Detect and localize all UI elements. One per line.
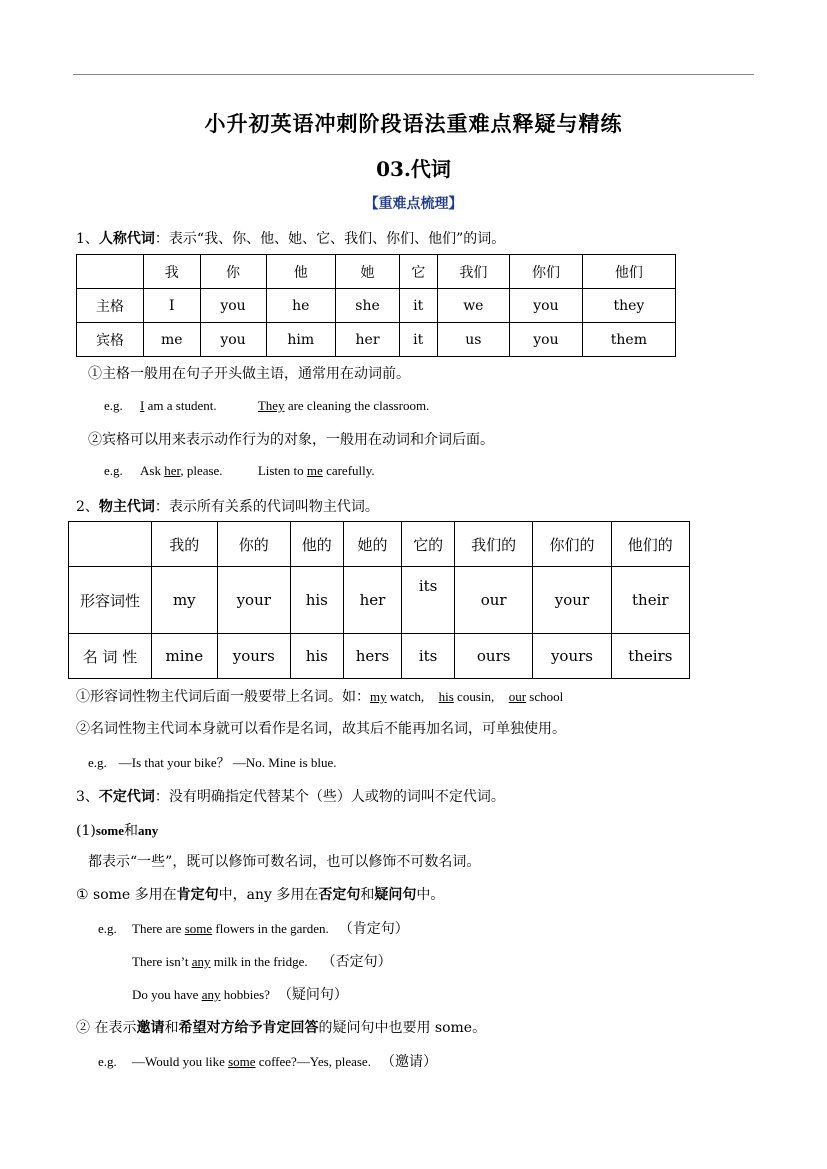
table-cell: 它的 — [402, 522, 455, 567]
table-cell: I — [144, 289, 201, 323]
s2-note1: ①形容词性物主代词后面一般要带上名词。如：my watch, his cousin, our school — [76, 689, 564, 705]
table-cell — [77, 255, 144, 289]
table-cell: his — [290, 634, 343, 679]
s3-p1-example2: There isn’t any milk in the fridge. （否定句） — [132, 954, 392, 970]
table-cell: 她的 — [343, 522, 402, 567]
s3-p1-example3: Do you have any hobbies? （疑问句） — [132, 987, 348, 1003]
table-cell: we — [437, 289, 510, 323]
header-rule — [73, 74, 754, 75]
table-cell: me — [144, 323, 201, 357]
s2-example: e.g. —Is that your bike？ —No. Mine is blue. — [88, 755, 337, 770]
table-cell: 主格 — [77, 289, 144, 323]
s3-point2: ② 在表示邀请和希望对方给予肯定回答的疑问句中也要用 some。 — [76, 1020, 487, 1036]
table-cell: your — [533, 567, 611, 634]
table-cell: you — [510, 289, 583, 323]
table-cell: her — [336, 323, 400, 357]
table-cell: 我的 — [152, 522, 218, 567]
table-cell: 她 — [336, 255, 400, 289]
table-cell: my — [152, 567, 218, 634]
s2-heading: 2、物主代词：表示所有关系的代词叫物主代词。 — [76, 499, 379, 515]
table-cell: them — [582, 323, 675, 357]
table-cell: their — [611, 567, 689, 634]
table-cell — [69, 522, 152, 567]
s2-note2: ②名词性物主代词本身就可以看作是名词，故其后不能再加名词，可单独使用。 — [76, 721, 566, 737]
s3-p1-example1: e.g. There are some flowers in the garden. （肯定句） — [98, 921, 409, 937]
s1-example1: e.g. I am a student. They are cleaning the classroom. — [104, 398, 430, 413]
table-cell: her — [343, 567, 402, 634]
table-cell: theirs — [611, 634, 689, 679]
table-cell: 名 词 性 — [69, 634, 152, 679]
table-cell: you — [200, 289, 266, 323]
table-cell: it — [399, 323, 437, 357]
table-cell: 他 — [266, 255, 336, 289]
s3-heading: 3、不定代词：没有明确指定代替某个（些）人或物的词叫不定代词。 — [76, 789, 505, 805]
table-cell: 我 — [144, 255, 201, 289]
table-cell: yours — [533, 634, 611, 679]
table-cell: 形容词性 — [69, 567, 152, 634]
s1-note2: ②宾格可以用来表示动作行为的对象，一般用在动词和介词后面。 — [88, 432, 494, 448]
table-cell: his — [290, 567, 343, 634]
page-title: 小升初英语冲刺阶段语法重难点释疑与精练 — [204, 111, 623, 136]
table-cell: yours — [217, 634, 290, 679]
table-row — [77, 289, 676, 323]
table-cell: she — [336, 289, 400, 323]
section-heading: 【重难点梳理】 — [364, 196, 463, 212]
table-cell: 他的 — [290, 522, 343, 567]
s3-subheading: (1)some和any — [76, 823, 159, 839]
table-cell: him — [266, 323, 336, 357]
table-row — [77, 323, 676, 357]
table-row — [77, 255, 676, 289]
s1-note1: ①主格一般用在句子开头做主语，通常用在动词前。 — [88, 366, 410, 382]
s3-point1: ① some 多用在肯定句中，any 多用在否定句和疑问句中。 — [76, 887, 445, 903]
table-cell: 我们的 — [455, 522, 533, 567]
table-cell: it — [399, 289, 437, 323]
table-cell: they — [582, 289, 675, 323]
table-cell: us — [437, 323, 510, 357]
table-cell: 他们 — [582, 255, 675, 289]
table-cell: 我们 — [437, 255, 510, 289]
table-cell: 你的 — [217, 522, 290, 567]
table-cell: 它 — [399, 255, 437, 289]
table-cell — [402, 567, 455, 634]
table-cell: ours — [455, 634, 533, 679]
table-cell: you — [510, 323, 583, 357]
its-label: its — [418, 577, 438, 595]
table-cell: our — [455, 567, 533, 634]
table-row — [69, 522, 690, 567]
personal-pronoun-table — [76, 254, 676, 357]
table-cell: he — [266, 289, 336, 323]
table-row — [69, 634, 690, 679]
table-cell: mine — [152, 634, 218, 679]
table-cell: hers — [343, 634, 402, 679]
table-cell: its — [402, 634, 455, 679]
s1-example2: e.g. Ask her, please. Listen to me carefully. — [104, 463, 375, 478]
table-cell: you — [200, 323, 266, 357]
s1-heading: 1、人称代词：表示“我、你、他、她、它、我们、你们、他们”的词。 — [76, 231, 506, 247]
table-cell: 宾格 — [77, 323, 144, 357]
table-cell: your — [217, 567, 290, 634]
table-row — [69, 567, 690, 634]
s3-sub-desc: 都表示“一些”，既可以修饰可数名词，也可以修饰不可数名词。 — [88, 854, 481, 870]
s3-p2-example: e.g. —Would you like some coffee?—Yes, please. （邀请） — [98, 1054, 437, 1070]
table-cell: 他们的 — [611, 522, 689, 567]
page-subtitle: 03.代词 — [376, 157, 451, 181]
table-cell: 你们 — [510, 255, 583, 289]
table-cell: 你们的 — [533, 522, 611, 567]
possessive-pronoun-table — [68, 521, 690, 679]
table-cell: 你 — [200, 255, 266, 289]
